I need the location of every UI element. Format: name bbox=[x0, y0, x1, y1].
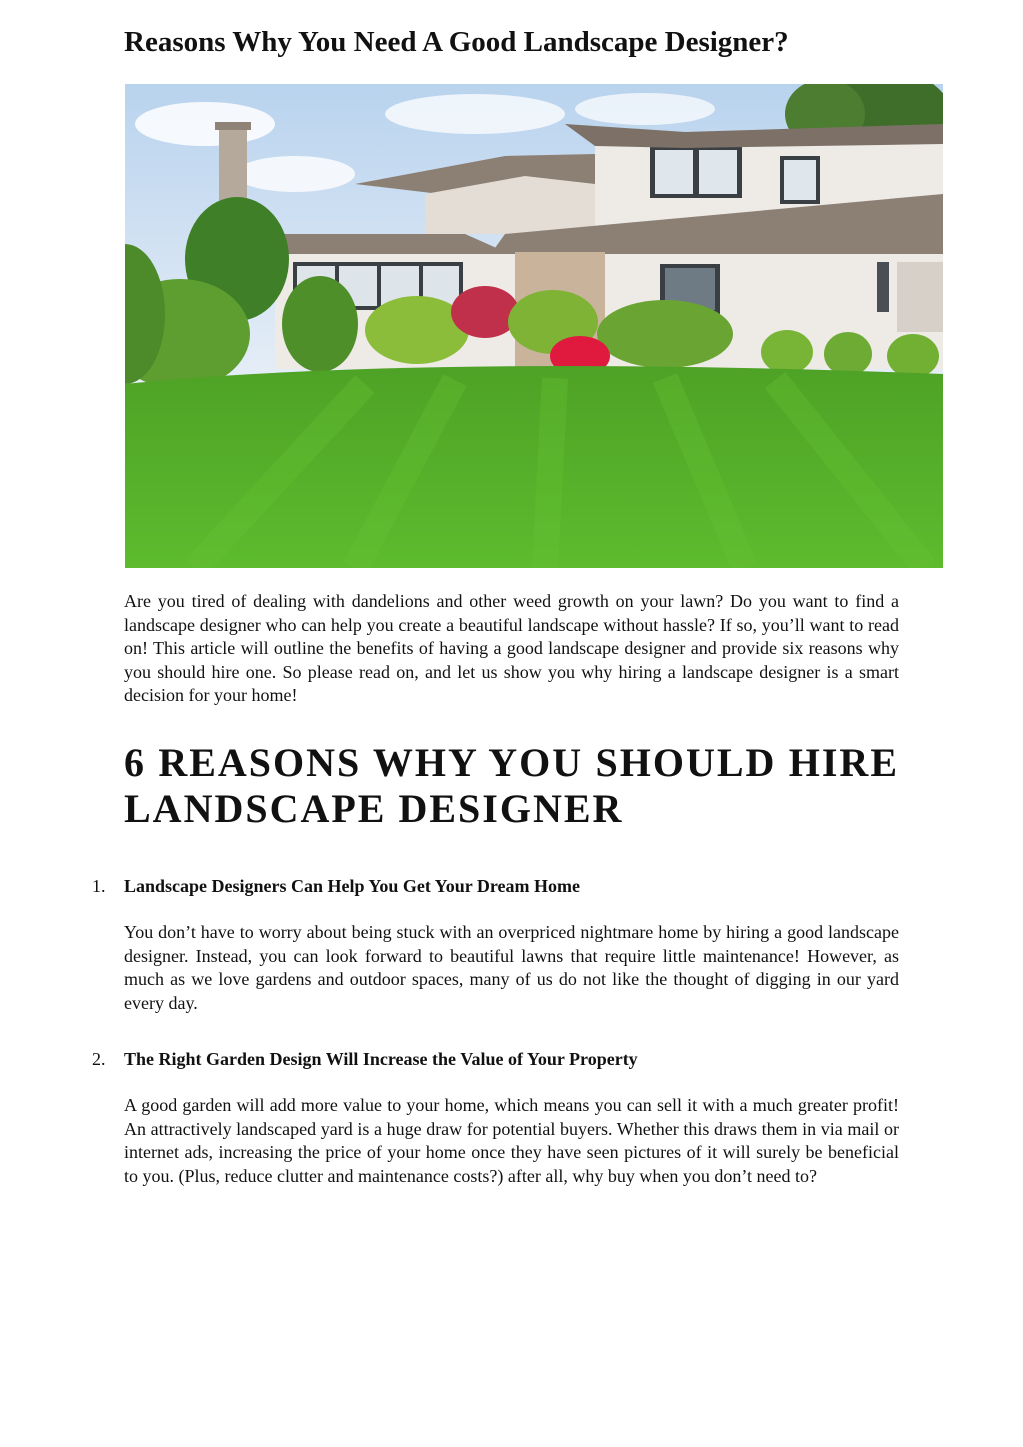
reason-body: You don’t have to worry about being stuck with an overpriced nightmare home by hiring a good landscape designer. Instead, you can look forward to beautiful lawns that require little maintenance! However, as much as we love gardens and outdoor spaces, many of us do not like the thought of digging in our yard every day. bbox=[124, 922, 899, 1013]
reason-heading: Landscape Designers Can Help You Get Your Dream Home bbox=[124, 876, 580, 896]
house-with-lawn-photo-icon bbox=[125, 84, 943, 568]
reason-number: 2. bbox=[92, 1049, 106, 1069]
hero-image bbox=[125, 84, 943, 568]
intro-paragraph: Are you tired of dealing with dandelions and other weed growth on your lawn? Do you want to find a landscape designer who can help you create a beautiful landscape without hassle? If so, you’ll want to read on! This article will outline the benefits of having a good landscape designer and provide six reasons why you should hire one. So please read on, and let us show you why hiring a landscape designer is a smart decision for your home! bbox=[124, 591, 899, 706]
reason-body: A good garden will add more value to your home, which means you can sell it with a much greater profit! An attractively landscaped yard is a huge draw for potential buyers. Whether this draws them in via mail or internet ads, increasing the price of your home once they have seen pictures of it will surely be beneficial to you. (Plus, reduce clutter and maintenance costs?) after all, why buy when you don’t need to? bbox=[124, 1095, 899, 1186]
reason-heading: The Right Garden Design Will Increase the Value of Your Property bbox=[124, 1049, 638, 1069]
reason-number: 1. bbox=[92, 876, 106, 896]
page-title: Reasons Why You Need A Good Landscape Designer? bbox=[124, 26, 789, 58]
section-heading: 6 REASONS WHY YOU SHOULD HIRE LANDSCAPE DESIGNER bbox=[124, 740, 899, 831]
